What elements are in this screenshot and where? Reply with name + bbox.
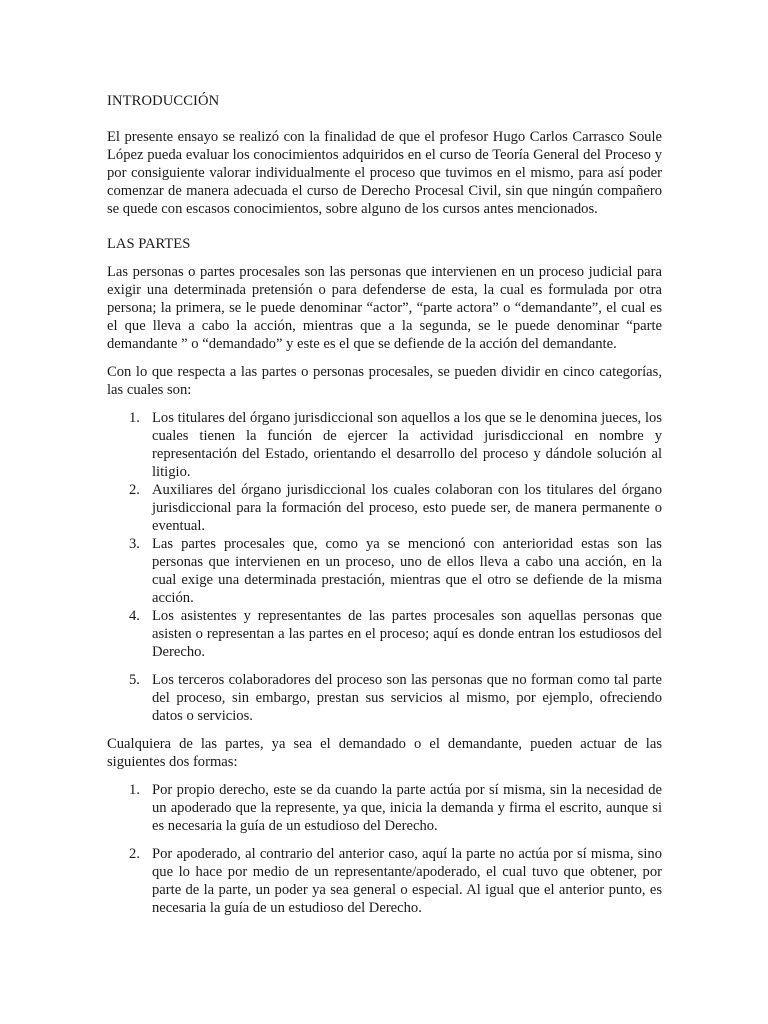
list-item <box>107 671 662 725</box>
forms-list <box>107 781 662 917</box>
document-heading: INTRODUCCIÓN <box>107 93 220 109</box>
intro-paragraph: El presente ensayo se realizó con la finalidad de que el profesor Hugo Carlos Carrasco Soule López pueda evaluar los conocimientos adquiridos en el curso de Teoría General del Proceso y por consiguiente valorar individualmente el proceso que tuvimos en el mismo, para así poder comenzar de manera adecuada el curso de Derecho Procesal Civil, sin que ningún compañero se quede con escasos conocimientos, sobre alguno de los cursos antes mencionados. <box>107 129 662 217</box>
list-number: 1. <box>129 782 140 798</box>
document-page <box>107 92 662 927</box>
list-item-text: Las partes procesales que, como ya se mencionó con anterioridad estas son las personas que intervienen en un proceso, uno de ellos lleva a cabo una acción, en la cual exige una determinada prestación, mientras que el otro se defiende de la misma acción. <box>152 536 662 606</box>
list-item <box>107 535 662 607</box>
list-item <box>107 607 662 661</box>
list-item-text: Los terceros colaboradores del proceso son las personas que no forman como tal parte del proceso, sin embargo, prestan sus servicios al mismo, por ejemplo, ofreciendo datos o servicios. <box>152 672 662 724</box>
list-item-text: Los titulares del órgano jurisdiccional son aquellos a los que se le denomina jueces, los cuales tienen la función de ejercer la actividad jurisdiccional en nombre y representación del Estado, orientando el desarrollo del proceso y dándole solución al litigio. <box>152 410 662 480</box>
list-item <box>107 845 662 917</box>
list-number: 3. <box>129 536 140 552</box>
list-item-text: Los asistentes y representantes de las partes procesales son aquellas personas que asisten o representan a las partes en el proceso; aquí es donde entran los estudiosos del Derecho. <box>152 608 662 660</box>
parties-paragraph: Las personas o partes procesales son las personas que intervienen en un proceso judicial para exigir una determinada pretensión o para defenderse de esta, la cual es formulada por otra persona; la primera, se le puede denominar “actor”, “parte actora” o “demandante”, el cual es el que lleva a cabo la acción, mientras que a la segunda, se le puede denominar “parte demandante ” o “demandado” y este es el que se defiende de la acción del demandante. <box>107 264 662 352</box>
list-item-text: Por apoderado, al contrario del anterior caso, aquí la parte no actúa por sí misma, sino que lo hace por medio de un representante/apoderado, el cual tuvo que obtener, por parte de la parte, un poder ya sea general o especial. Al igual que el anterior punto, es necesaria la guía de un estudioso del Derecho. <box>152 846 662 916</box>
list-item <box>107 409 662 481</box>
section-title: LAS PARTES <box>107 236 191 252</box>
list-item <box>107 481 662 535</box>
list-item-text: Auxiliares del órgano jurisdiccional los cuales colaboran con los titulares del órgano jurisdiccional para la formación del proceso, esto puede ser, de manera permanente o eventual. <box>152 482 662 534</box>
list-number: 1. <box>129 410 140 426</box>
list-item-text: Por propio derecho, este se da cuando la parte actúa por sí misma, sin la necesidad de un apoderado que la represente, ya que, inicia la demanda y firma el escrito, aunque si es necesaria la guía de un estudioso del Derecho. <box>152 782 662 834</box>
list-number: 2. <box>129 482 140 498</box>
forms-intro-paragraph: Cualquiera de las partes, ya sea el demandado o el demandante, pueden actuar de las siguientes dos formas: <box>107 736 662 770</box>
list-item <box>107 781 662 835</box>
categories-intro-paragraph: Con lo que respecta a las partes o personas procesales, se pueden dividir en cinco categorías, las cuales son: <box>107 364 662 398</box>
categories-list <box>107 409 662 725</box>
list-number: 5. <box>129 672 140 688</box>
list-number: 2. <box>129 846 140 862</box>
list-number: 4. <box>129 608 140 624</box>
